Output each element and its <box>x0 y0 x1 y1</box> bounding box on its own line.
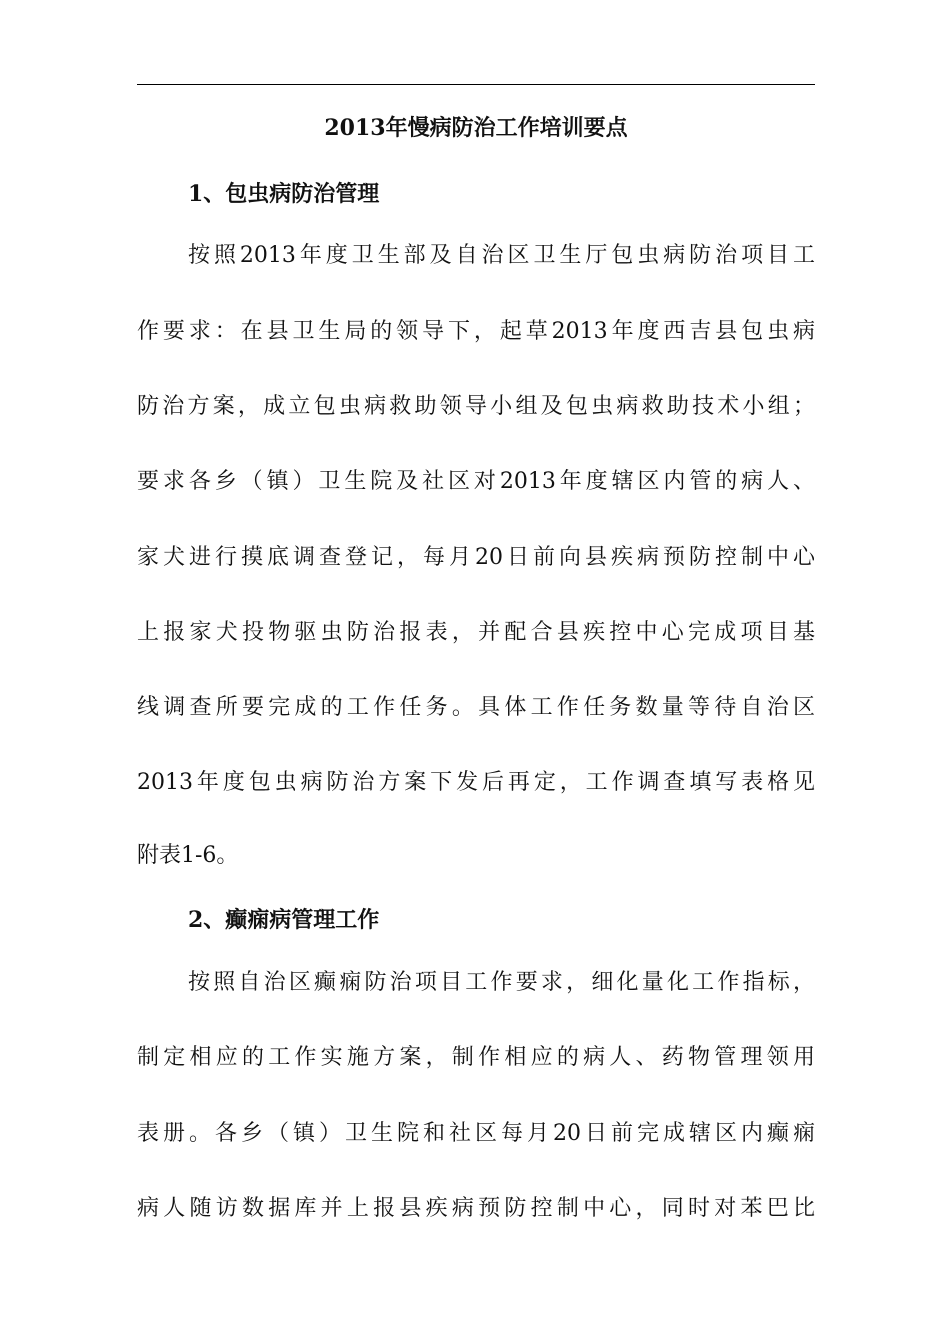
paragraph-line: 2013年度包虫病防治方案下发后再定，工作调查填写表格见 <box>137 770 815 795</box>
paragraph-line: 防治方案，成立包虫病救助领导小组及包虫病救助技术小组； <box>137 394 815 419</box>
paragraph-line: 制定相应的工作实施方案，制作相应的病人、药物管理领用 <box>137 1045 815 1070</box>
paragraph-line: 按照2013年度卫生部及自治区卫生厅包虫病防治项目工 <box>188 243 815 268</box>
paragraph-line: 附表1-6。 <box>137 843 239 868</box>
header-rule <box>137 84 815 85</box>
paragraph-line: 家犬进行摸底调查登记，每月20日前向县疾病预防控制中心 <box>137 545 815 570</box>
paragraph-line: 表册。各乡（镇）卫生院和社区每月20日前完成辖区内癫痫 <box>137 1121 815 1146</box>
paragraph-line: 上报家犬投物驱虫防治报表，并配合县疾控中心完成项目基 <box>137 620 815 645</box>
paragraph-line: 病人随访数据库并上报县疾病预防控制中心，同时对苯巴比 <box>137 1196 815 1221</box>
paragraph-line: 按照自治区癫痫防治项目工作要求，细化量化工作指标， <box>188 970 815 995</box>
document-title: 2013年慢病防治工作培训要点 <box>324 115 628 141</box>
paragraph-line: 作要求：在县卫生局的领导下，起草2013年度西吉县包虫病 <box>137 319 815 344</box>
section-heading-epilepsy: 2、癫痫病管理工作 <box>188 907 380 933</box>
paragraph-line: 要求各乡（镇）卫生院及社区对2013年度辖区内管的病人、 <box>137 469 815 494</box>
paragraph-line: 线调查所要完成的工作任务。具体工作任务数量等待自治区 <box>137 695 815 720</box>
section-heading-echinococcosis: 1、包虫病防治管理 <box>188 181 380 207</box>
